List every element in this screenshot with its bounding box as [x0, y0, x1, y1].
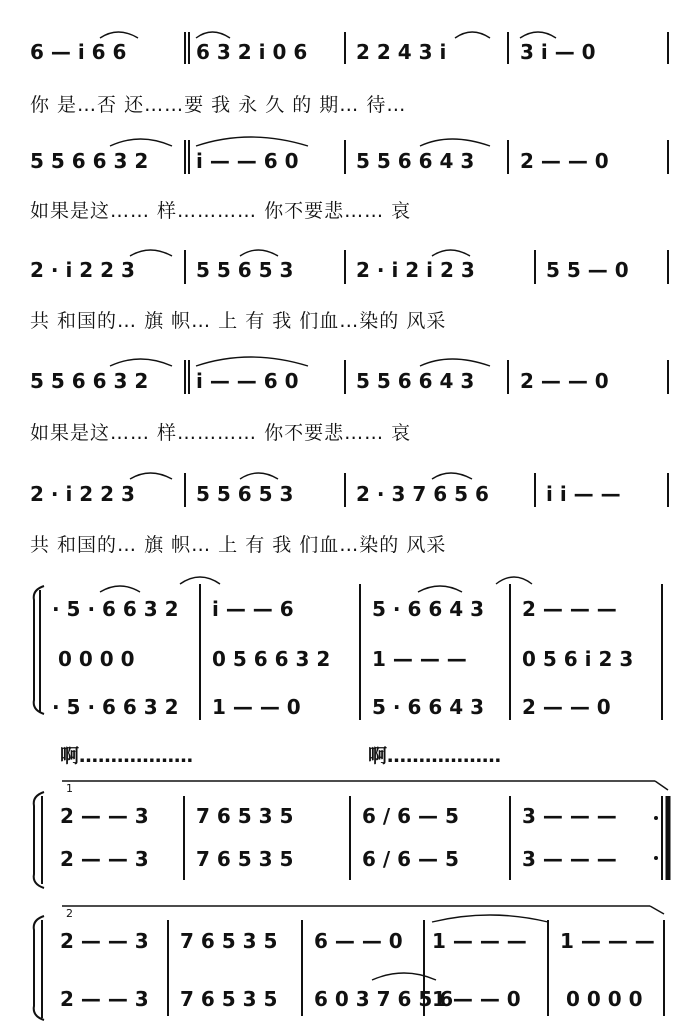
staff-line-3: [30, 250, 668, 284]
slur-mark: [110, 139, 172, 146]
measure-4: 3 i — 0: [520, 40, 596, 64]
ending1-upper-measure-4: 3 — — —: [522, 804, 617, 828]
measure-4: 2 — — 0: [520, 369, 609, 393]
slur-mark: [130, 250, 172, 256]
measure-2: 5 5 6 5 3: [196, 482, 294, 506]
staff-line-2: [30, 137, 668, 174]
ending2-upper-measure-3: 6 — — 0: [314, 929, 403, 953]
repeat-dot: [654, 856, 658, 860]
choral-part-1-measure-4: 2 — — —: [522, 597, 617, 621]
choral-part-3-measure-3: 5 · 6 6 4 3: [372, 695, 484, 719]
measure-3: 2 · i 2 i 2 3: [356, 258, 475, 282]
slur-mark: [420, 139, 490, 146]
system-5: [30, 473, 668, 556]
ending2-upper-measure-4: 1 — — —: [432, 929, 527, 953]
choral-part-2-measure-1: 0 0 0 0: [58, 647, 135, 671]
measure-2: 6 3 2 i 0 6: [196, 40, 308, 64]
lyrics-line-2: 如果是这…… 样………… 你不要悲…… 哀: [30, 200, 412, 222]
measure-3: 5 5 6 6 4 3: [356, 149, 475, 173]
ending2-lower-measure-2: 7 6 5 3 5: [180, 987, 278, 1011]
ending2-lower-measure-1: 2 — — 3: [60, 987, 149, 1011]
measure-4: 5 5 — 0: [546, 258, 629, 282]
choral-part-2-measure-2: 0 5 6 6 3 2: [212, 647, 331, 671]
measure-1: 2 · i 2 2 3: [30, 258, 135, 282]
slur-mark: [130, 473, 172, 479]
staff-line-5: [30, 473, 668, 507]
measure-1: 5 5 6 6 3 2: [30, 369, 149, 393]
measure-4: 2 — — 0: [520, 149, 609, 173]
repeat-dot: [654, 816, 658, 820]
ending1-lower-measure-2: 7 6 5 3 5: [196, 847, 294, 871]
choral-part-2-measure-4: 0 5 6 i 2 3: [522, 647, 634, 671]
measure-3: 2 2 4 3 i: [356, 40, 447, 64]
ending1-upper-measure-2: 7 6 5 3 5: [196, 804, 294, 828]
choral-lyric-1: 啊………………: [60, 745, 194, 767]
slur-mark: [520, 32, 556, 38]
choral-part-2-measure-3: 1 — — —: [372, 647, 467, 671]
slur-mark: [240, 250, 278, 256]
first-ending: [34, 781, 668, 888]
slur-mark: [240, 473, 278, 479]
ending2-lower-measure-5: 0 0 0 0: [566, 987, 643, 1011]
volta-bracket: [655, 781, 668, 790]
tie-mark: [432, 915, 548, 922]
slur-mark: [420, 359, 490, 366]
slur-mark: [180, 577, 220, 584]
slur-mark: [455, 32, 490, 38]
ending1-upper-measure-3: 6 / 6 — 5: [362, 804, 459, 828]
lyrics-line-1: 你 是…否 还……要 我 永 久 的 期… 待…: [30, 94, 407, 116]
slur-mark: [372, 973, 436, 980]
staff-line-4: [30, 357, 668, 394]
lyrics-line-4: 如果是这…… 样………… 你不要悲…… 哀: [30, 422, 412, 444]
lyrics-line-3: 共 和国的… 旗 帜… 上 有 我 们血…染的 风采: [30, 310, 447, 332]
slur-mark: [196, 32, 230, 38]
slur-mark: [100, 586, 140, 592]
choral-part-1-measure-3: 5 · 6 6 4 3: [372, 597, 484, 621]
system-3: [30, 250, 668, 332]
system-1: [30, 32, 668, 116]
ending1-lower-measure-3: 6 / 6 — 5: [362, 847, 459, 871]
slur-mark: [496, 577, 532, 584]
ending2-lower-measure-3: 6 0 3 7 6 5 6: [314, 987, 454, 1011]
tie-mark: [196, 357, 308, 366]
choral-part-1-measure-1: · 5 · 6 6 3 2: [52, 597, 179, 621]
ending1-lower-measure-1: 2 — — 3: [60, 847, 149, 871]
volta-bracket: [650, 906, 664, 914]
measure-2: i — — 6 0: [196, 369, 299, 393]
ending2-upper-measure-1: 2 — — 3: [60, 929, 149, 953]
system-4: [30, 357, 668, 444]
measure-3: 5 5 6 6 4 3: [356, 369, 475, 393]
staff-line-1: [30, 32, 668, 64]
choral-part-1-measure-2: i — — 6: [212, 597, 294, 621]
tie-mark: [196, 137, 308, 146]
measure-1: 6 — i 6 6: [30, 40, 127, 64]
lyrics-line-5: 共 和国的… 旗 帜… 上 有 我 们血…染的 风采: [30, 534, 447, 556]
volta-number-2: 2: [66, 907, 73, 920]
ending2-lower-measure-4: 1 — — 0: [432, 987, 521, 1011]
ending2-upper-measure-5: 1 — — —: [560, 929, 655, 953]
measure-1: 5 5 6 6 3 2: [30, 149, 149, 173]
ending1-upper-measure-1: 2 — — 3: [60, 804, 149, 828]
slur-mark: [432, 250, 470, 256]
measure-2: 5 5 6 5 3: [196, 258, 294, 282]
measure-4: i i — —: [546, 482, 621, 506]
choral-part-3-measure-1: · 5 · 6 6 3 2: [52, 695, 179, 719]
system-bracket: [34, 586, 44, 714]
second-ending: [34, 906, 664, 1020]
measure-3: 2 · 3 7 6 5 6: [356, 482, 489, 506]
choral-part-3-measure-4: 2 — — 0: [522, 695, 611, 719]
choral-lyric-2: 啊………………: [368, 745, 502, 767]
slur-mark: [432, 473, 472, 479]
measure-2: i — — 6 0: [196, 149, 299, 173]
volta-number-1: 1: [66, 782, 73, 795]
ending2-upper-measure-2: 7 6 5 3 5: [180, 929, 278, 953]
slur-mark: [418, 586, 462, 592]
slur-mark: [110, 359, 172, 366]
ending1-lower-measure-4: 3 — — —: [522, 847, 617, 871]
choral-section: [34, 577, 662, 767]
system-2: [30, 137, 668, 222]
measure-1: 2 · i 2 2 3: [30, 482, 135, 506]
slur-mark: [100, 32, 138, 38]
choral-part-3-measure-2: 1 — — 0: [212, 695, 301, 719]
